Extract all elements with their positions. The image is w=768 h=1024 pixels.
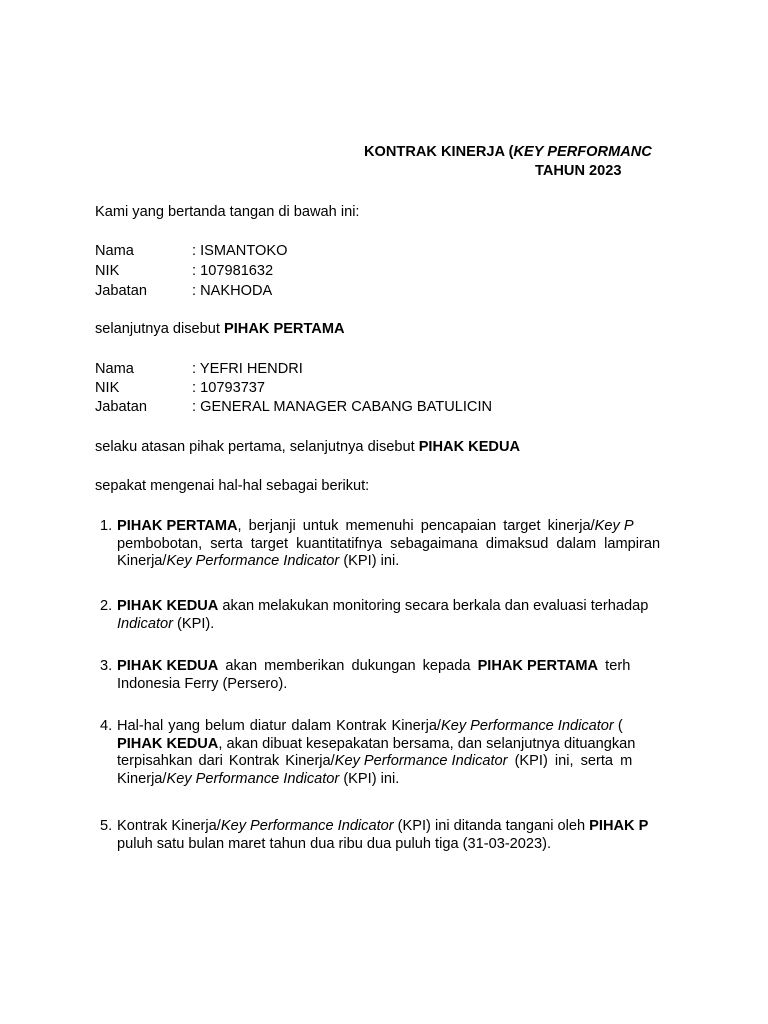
item-1-line-1 (117, 518, 660, 536)
item-4-l1-end: ( (613, 718, 623, 734)
item-3-bold-2: PIHAK PERTAMA (477, 658, 599, 674)
item-2-l1-text: akan melakukan monitoring secara berkala dan evaluasi terhadap (218, 598, 649, 614)
intro-text: Kami yang bertanda tangan di bawah ini: (95, 204, 360, 220)
item-3-line-2 (117, 676, 660, 694)
item-1-l3-text: Kinerja/ (117, 553, 167, 569)
first-party-name-value: : ISMANTOKO (192, 243, 288, 259)
second-party-nik-label: NIK (95, 380, 120, 396)
item-3-number: 3. (100, 658, 113, 674)
agreement-intro: sepakat mengenai hal-hal sebagai berikut: (95, 478, 370, 494)
item-2-line-2 (117, 616, 660, 634)
title-italic: KEY PERFORMANC (513, 144, 652, 160)
second-party-name-label: Nama (95, 361, 134, 377)
item-4-line-2 (117, 736, 660, 754)
item-4-line-3 (117, 753, 660, 771)
item-4-l1-italic: Key Performance Indicator (440, 718, 614, 734)
second-party-referred (95, 439, 520, 456)
item-1-l1-italic: Key P (594, 518, 634, 534)
second-party-referred-prefix: selaku atasan pihak pertama, selanjutnya disebut (95, 439, 419, 455)
item-1-number: 1. (100, 518, 113, 534)
document-title (364, 144, 652, 161)
item-5-line-2 (117, 836, 660, 854)
item-2-l2-italic: Indicator (117, 615, 173, 632)
item-5-l1-text: Kontrak Kinerja/ (117, 818, 221, 834)
item-1-l1-text: , berjanji untuk memenuhi pencapaian target kinerja/ (237, 518, 595, 534)
first-party-referred-bold: PIHAK PERTAMA (224, 321, 345, 337)
item-4-line-4 (117, 771, 660, 789)
item-5-number: 5. (100, 818, 113, 834)
item-3-line-1 (117, 658, 660, 676)
item-1-text (117, 518, 660, 571)
first-party-referred-prefix: selanjutnya disebut (95, 321, 224, 337)
item-2-number: 2. (100, 598, 113, 614)
second-party-position-value: : GENERAL MANAGER CABANG BATULICIN (192, 399, 493, 415)
item-3-text (117, 658, 660, 693)
item-2-text (117, 598, 660, 633)
item-4-l1-text: Hal-hal yang belum diatur dalam Kontrak Kinerja/ (117, 718, 441, 734)
item-3-bold: PIHAK KEDUA (117, 658, 219, 674)
first-party-referred (95, 321, 345, 338)
item-4-number: 4. (100, 718, 113, 734)
item-4-l2-text: , akan dibuat kesepakatan bersama, dan selanjutnya dituangkan (218, 735, 636, 752)
item-4-l3-italic: Key Performance Indicator (334, 753, 508, 769)
document-year: TAHUN 2023 (535, 163, 622, 179)
first-party-nik-value: : 107981632 (192, 263, 274, 279)
item-2-bold: PIHAK KEDUA (117, 598, 219, 614)
first-party-position-value: : NAKHODA (192, 283, 273, 299)
first-party-nik-label: NIK (95, 263, 120, 279)
item-1-l2-text: pembobotan, serta target kuantitatifnya sebagaimana dimaksud dalam lampiran (117, 535, 660, 552)
item-5-line-1 (117, 818, 660, 836)
item-4-text (117, 718, 660, 788)
first-party-position-label: Jabatan (95, 283, 147, 299)
second-party-referred-bold: PIHAK KEDUA (418, 439, 521, 455)
title-prefix: KONTRAK KINERJA ( (364, 144, 514, 160)
item-4-l3-end: (KPI) ini, serta m (507, 753, 633, 769)
item-3-l2-text: Indonesia Ferry (Persero). (117, 675, 288, 692)
second-party-nik-value: : 10793737 (192, 380, 266, 396)
item-1-line-2 (117, 536, 660, 554)
item-5-l2-text: puluh satu bulan maret tahun dua ribu dua puluh tiga (31-03-2023). (117, 835, 552, 852)
item-5-l1-italic: Key Performance Indicator (220, 818, 394, 834)
item-2-line-1 (117, 598, 660, 616)
item-4-l4-italic: Key Performance Indicator (166, 770, 340, 787)
item-1-l3-italic: Key Performance Indicator (166, 553, 340, 569)
second-party-position-label: Jabatan (95, 399, 147, 415)
item-4-l3-text: terpisahkan dari Kontrak Kinerja/ (117, 753, 335, 769)
item-5-bold: PIHAK P (589, 818, 649, 834)
item-3-l1-end: terh (598, 658, 631, 674)
item-5-l1-text-2: (KPI) ini ditanda tangani oleh (393, 818, 590, 834)
item-4-l4-text: Kinerja/ (117, 770, 167, 787)
item-1-l3-end: (KPI) ini. (339, 553, 400, 569)
item-2-l2-end: (KPI). (172, 615, 215, 632)
item-4-line-1 (117, 718, 660, 736)
item-4-l4-end: (KPI) ini. (339, 770, 400, 787)
item-4-bold: PIHAK KEDUA (117, 735, 219, 752)
item-5-text (117, 818, 660, 853)
second-party-name-value: : YEFRI HENDRI (192, 361, 303, 377)
item-3-l1-text: akan memberikan dukungan kepada (218, 658, 478, 674)
first-party-name-label: Nama (95, 243, 134, 259)
item-1-bold: PIHAK PERTAMA (117, 518, 238, 534)
item-1-line-3 (117, 553, 660, 571)
